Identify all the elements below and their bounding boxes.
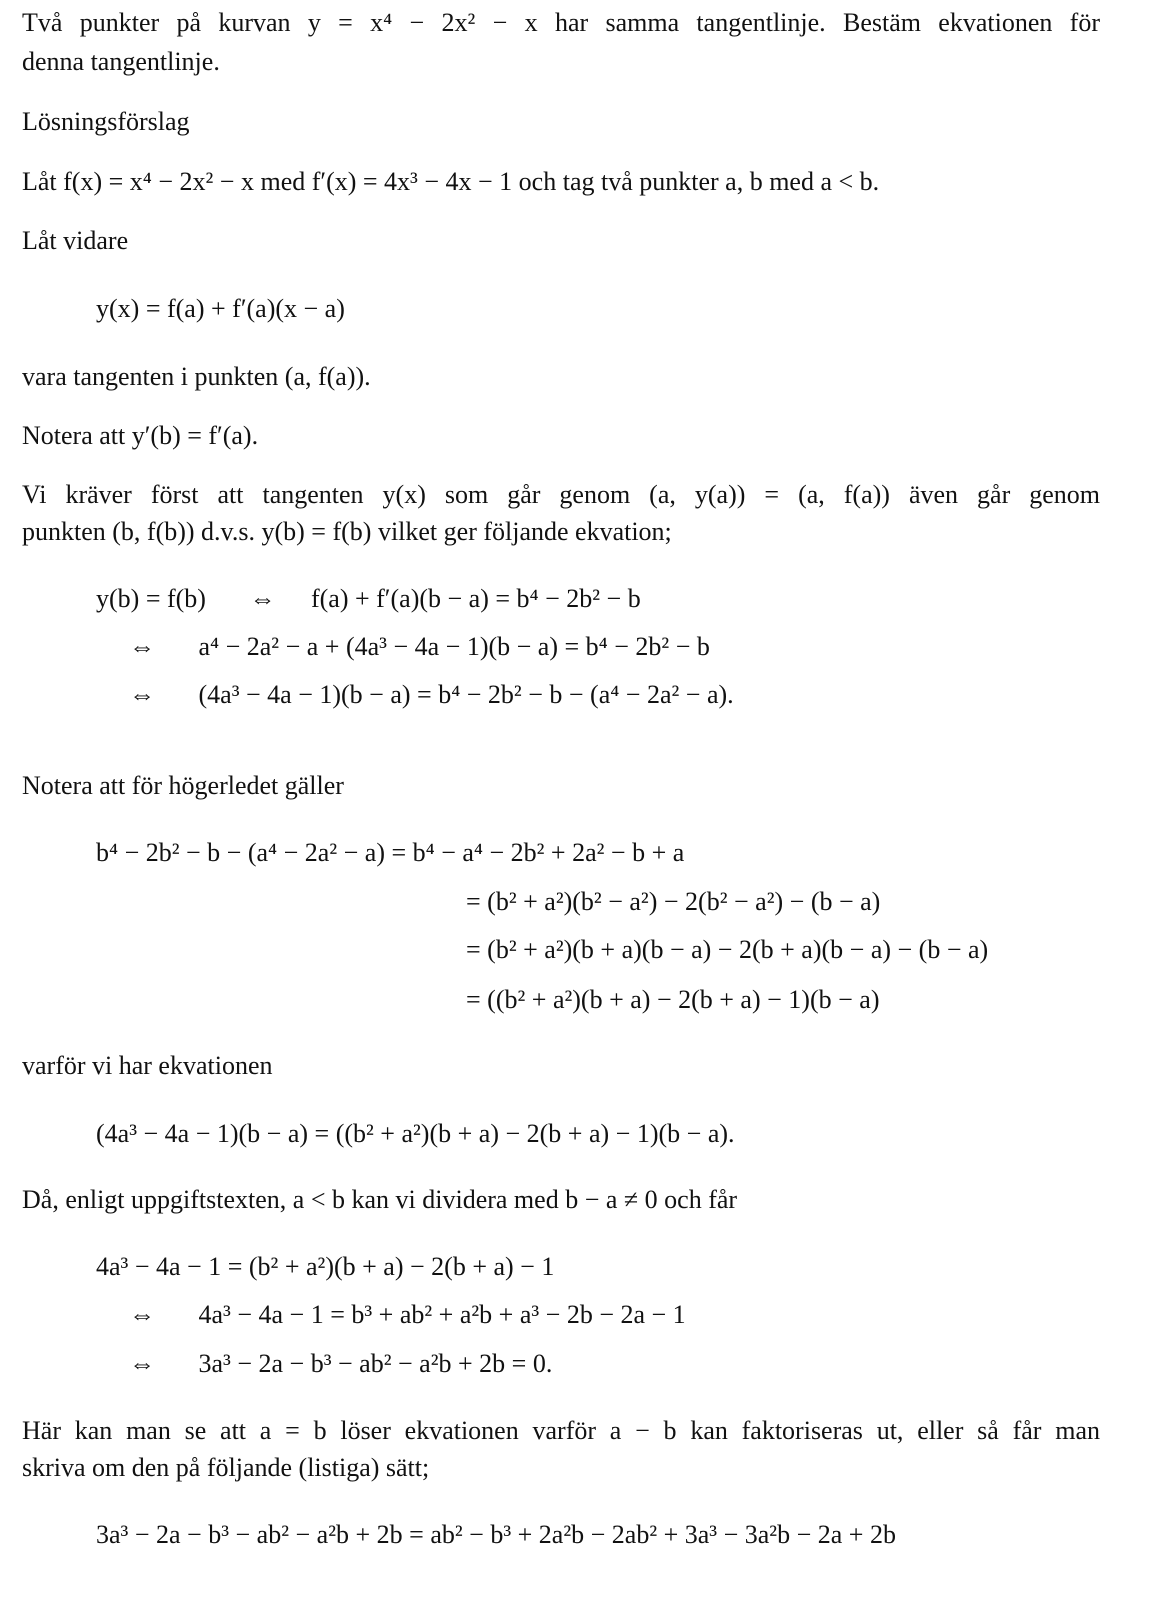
equation-block-4-line-2 (122, 1298, 686, 1332)
equation-lhs: y(b) = f(b) (96, 584, 206, 613)
equation-rewrite: 3a³ − 2a − b³ − ab² − a²b + 2b = ab² − b³ + 2a²b − 2ab² + 3a³ − 3a²b − 2a + 2b (96, 1520, 896, 1549)
paragraph-factor-line-2: skriva om den på följande (listiga) sätt; (22, 1453, 430, 1482)
equation-block-2-line-3: = (b² + a²)(b + a)(b − a) − 2(b + a)(b − a) − (b − a) (466, 935, 989, 964)
equation-rhs: f(a) + f′(a)(b − a) = b⁴ − 2b² − b (310, 584, 641, 613)
equivalence-symbol: ⇔ (129, 1300, 155, 1329)
solution-heading: Lösningsförslag (22, 107, 190, 136)
problem-line-1: Två punkter på kurvan y = x⁴ − 2x² − x har samma tangentlinje. Bestäm ekvationen för (22, 8, 1100, 37)
equation-block-1-line-3 (122, 678, 734, 712)
equation-text: (4a³ − 4a − 1)(b − a) = b⁴ − 2b² − b − (a⁴ − 2a² − a). (198, 680, 734, 709)
equivalence-symbol: ⇔ (129, 632, 155, 661)
equation-block-2-line-1: b⁴ − 2b² − b − (a⁴ − 2a² − a) = b⁴ − a⁴ − 2b² + 2a² − b + a (96, 838, 685, 867)
equivalence-symbol: ⇔ (129, 1349, 155, 1378)
equation-block-4-line-1: 4a³ − 4a − 1 = (b² + a²)(b + a) − 2(b + a) − 1 (96, 1252, 555, 1281)
equation-block-2-line-2: = (b² + a²)(b² − a²) − 2(b² − a²) − (b − a) (466, 887, 881, 916)
paragraph-define-f: Låt f(x) = x⁴ − 2x² − x med f′(x) = 4x³ − 4x − 1 och tag två punkter a, b med a < b. (22, 167, 880, 196)
paragraph-therefore-equation: varför vi har ekvationen (22, 1051, 273, 1080)
paragraph-let-further: Låt vidare (22, 226, 129, 255)
problem-line-2: denna tangentlinje. (22, 47, 220, 76)
equation-text: 3a³ − 2a − b³ − ab² − a²b + 2b = 0. (198, 1349, 553, 1378)
equivalence-symbol: ⇔ (129, 680, 155, 709)
equation-block-1-line-2 (122, 630, 710, 664)
equation-text: 4a³ − 4a − 1 = b³ + ab² + a²b + a³ − 2b − 2a − 1 (198, 1300, 686, 1329)
equation-block-1-line-1 (96, 582, 641, 616)
paragraph-note-derivative: Notera att y′(b) = f′(a). (22, 421, 259, 450)
equivalence-symbol: ⇔ (249, 584, 276, 613)
equation-block-2-line-4: = ((b² + a²)(b + a) − 2(b + a) − 1)(b − a) (466, 985, 880, 1014)
paragraph-require-line-1: Vi kräver först att tangenten y(x) som går genom (a, y(a)) = (a, f(a)) även går genom (22, 480, 1100, 509)
paragraph-divide: Då, enligt uppgiftstexten, a < b kan vi dividera med b − a ≠ 0 och får (22, 1185, 738, 1214)
paragraph-factor-line-1: Här kan man se att a = b löser ekvationen varför a − b kan faktoriseras ut, eller så får man (22, 1416, 1100, 1445)
equation-text: a⁴ − 2a² − a + (4a³ − 4a − 1)(b − a) = b⁴ − 2b² − b (198, 632, 710, 661)
equation-block-4-line-3 (122, 1347, 552, 1381)
equation-tangent: y(x) = f(a) + f′(a)(x − a) (96, 294, 345, 323)
paragraph-right-side: Notera att för högerledet gäller (22, 771, 344, 800)
paragraph-require-line-2: punkten (b, f(b)) d.v.s. y(b) = f(b) vilket ger följande ekvation; (22, 517, 672, 546)
paragraph-tangent-point: vara tangenten i punkten (a, f(a)). (22, 362, 371, 391)
equation-factored: (4a³ − 4a − 1)(b − a) = ((b² + a²)(b + a) − 2(b + a) − 1)(b − a). (96, 1119, 735, 1148)
